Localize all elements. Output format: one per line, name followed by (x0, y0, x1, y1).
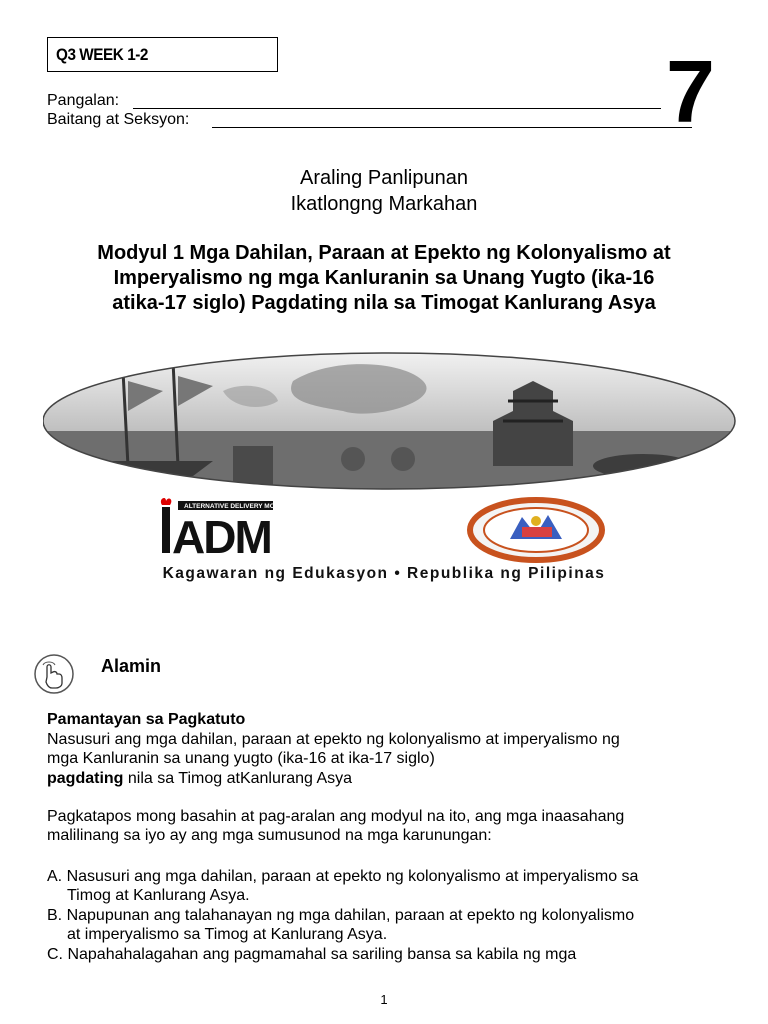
item-label: A. (47, 868, 63, 885)
item-line1: Nasusuri ang mga dahilan, paraan at epekto ng kolonyalismo at imperyalismo sa (66, 868, 639, 885)
name-field-line[interactable] (133, 108, 661, 109)
name-label: Pangalan: (47, 92, 120, 109)
intro-line1: Pagkatapos mong basahin at pag-aralan ang modyul na ito, ang mga inaasahang (47, 808, 625, 825)
cover-illustration (43, 351, 736, 491)
deped-seal (470, 500, 602, 560)
adm-wordmark: ADM (172, 511, 271, 563)
item-line2: at imperyalismo sa Timog at Kanlurang Asya. (67, 926, 388, 943)
page-number: 1 (380, 992, 388, 1007)
item-line2: Timog at Kanlurang Asya. (67, 887, 250, 904)
intro-line2: malilinang sa iyo ay ang mga sumusunod na mga karunungan: (47, 827, 492, 844)
section-field-line[interactable] (212, 127, 692, 128)
standard-line3 (47, 770, 352, 788)
module-title-line1: Modyul 1 Mga Dahilan, Paraan at Epekto ng Kolonyalismo at (97, 242, 671, 264)
item-line1: Napahahalagahan ang pagmamahal sa sariling bansa sa kabila ng mga (67, 946, 577, 963)
item-line1: Napupunan ang talahanayan ng mga dahilan, paraan at epekto ng kolonyalismo (66, 907, 635, 924)
standard-line1: Nasusuri ang mga dahilan, paraan at epekto ng kolonyalismo at imperyalismo ng (47, 731, 620, 748)
item-label: B. (47, 907, 63, 924)
list-item (47, 946, 576, 964)
item-label: C. (47, 946, 63, 963)
quarter-title: Ikatlongng Markahan (290, 193, 478, 215)
module-title-line3: atika-17 siglo) Pagdating nila sa Timogat Kanlurang Asya (112, 292, 656, 314)
logos-row (150, 497, 620, 563)
hand-pointer-icon (33, 653, 75, 695)
subject-title: Araling Panlipunan (300, 167, 468, 189)
standard-title: Pamantayan sa Pagkatuto (47, 711, 246, 728)
quarter-week-box (47, 37, 278, 72)
section-label: Baitang at Seksyon: (47, 111, 190, 128)
list-item (47, 907, 634, 925)
adm-caption: ALTERNATIVE DELIVERY MODE (184, 503, 284, 510)
list-item (47, 868, 638, 886)
grade-number: 7 (666, 42, 715, 141)
standard-line3-rest: nila sa Timog atKanlurang Asya (123, 770, 353, 787)
quarter-week-label: Q3 WEEK 1-2 (56, 45, 148, 64)
alamin-heading: Alamin (101, 656, 162, 676)
standard-line2: mga Kanluranin sa unang yugto (ika-16 at ika-17 siglo) (47, 750, 435, 767)
standard-line3-bold: pagdating (47, 770, 124, 787)
deped-banner: Kagawaran ng Edukasyon • Republika ng Pilipinas (162, 565, 606, 582)
module-title-line2: Imperyalismo ng mga Kanluranin sa Unang Yugto (ika-16 (113, 267, 655, 289)
adm-logo (161, 498, 285, 563)
